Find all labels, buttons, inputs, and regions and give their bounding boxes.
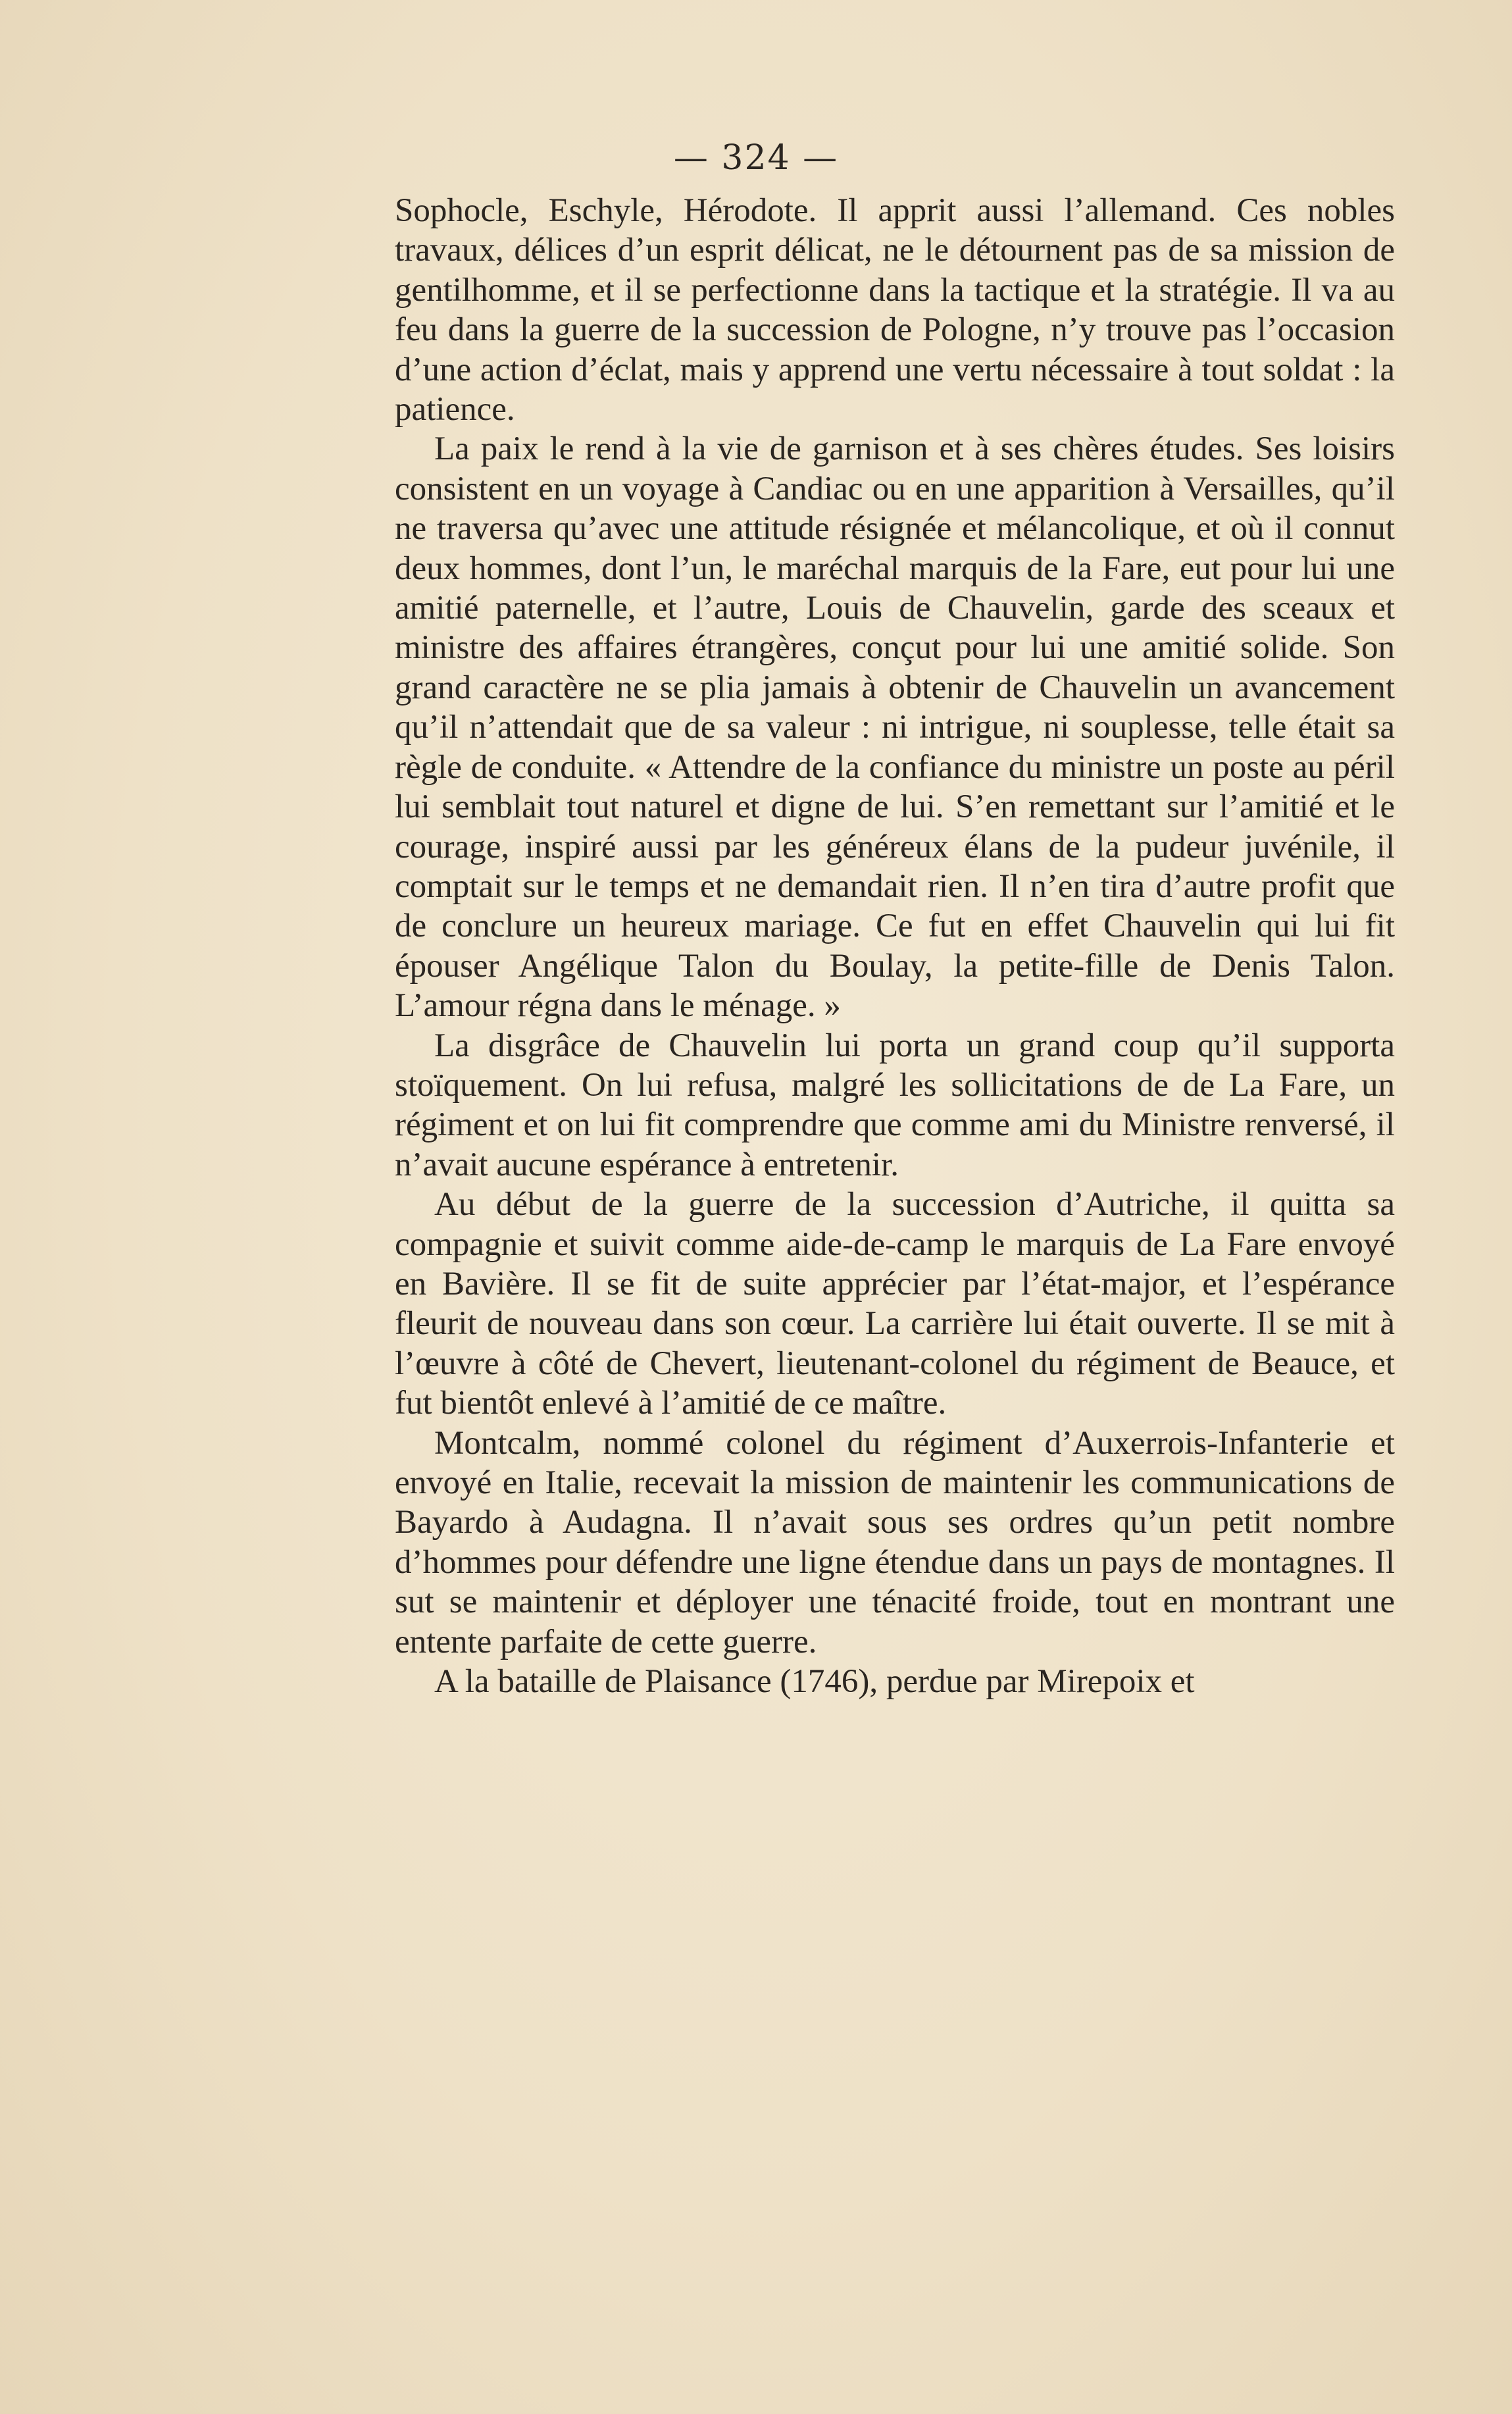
body-text xyxy=(395,191,1395,1701)
paragraph-4: Au début de la guerre de la succession d’Autriche, il quitta sa compagnie et suivit comme aide-de-camp le marquis de La Fare envoyé en Bavière. Il se fit de suite apprécier par l’état-major, et l’espérance fleurit de nouveau dans son cœur. La carrière lui était ouverte. Il se mit à l’œuvre à côté de Chevert, lieutenant-colonel du régiment de Beauce, et fut bientôt enlevé à l’amitié de ce maître. xyxy=(395,1186,1395,1422)
page-number: — 324 — xyxy=(673,138,839,178)
paragraph-1: Sophocle, Eschyle, Hérodote. Il apprit aussi l’allemand. Ces nobles travaux, délices d’un esprit délicat, ne le détournent pas de sa mission de gentilhomme, et il se perfectionne dans la tactique et la stratégie. Il va au feu dans la guerre de la succession de Pologne, n’y trouve pas l’occasion d’une action d’éclat, mais y apprend une vertu nécessaire à tout soldat : la patience. xyxy=(395,192,1395,428)
paragraph-5: Montcalm, nommé colonel du régiment d’Auxerrois-Infanterie et envoyé en Italie, recevait la mission de maintenir les communications de Bayardo à Audagna. Il n’avait sous ses ordres qu’un petit nombre d’hommes pour défendre une ligne étendue dans un pays de montagnes. Il sut se maintenir et déployer une ténacité froide, tout en montrant une entente parfaite de cette guerre. xyxy=(395,1424,1395,1660)
paragraph-3: La disgrâce de Chauvelin lui porta un grand coup qu’il supporta stoïquement. On lui refusa, malgré les sollicitations de de La Fare, un régiment et on lui fit comprendre que comme ami du Ministre renversé, il n’avait aucune espérance à entretenir. xyxy=(395,1027,1395,1183)
paragraph-6: A la bataille de Plaisance (1746), perdue par Mirepoix et xyxy=(434,1663,1195,1701)
paragraph-2: La paix le rend à la vie de garnison et à ses chères études. Ses loisirs consistent en un voyage à Candiac ou en une apparition à Versailles, qu’il ne traversa qu’avec une attitude résignée et mélancolique, et où il connut deux hommes, dont l’un, le maréchal marquis de la Fare, eut pour lui une amitié paternelle, et l’autre, Louis de Chauvelin, garde des sceaux et ministre des affaires étrangères, conçut pour lui une amitié solide. Son grand caractère ne se plia jamais à obtenir de Chauvelin un avancement qu’il n’attendait que de sa valeur : ni intrigue, ni souplesse, telle était sa règle de conduite. « Attendre de la confiance du ministre un poste au péril lui semblait tout naturel et digne de lui. S’en remettant sur l’amitié et le courage, inspiré aussi par les généreux élans de la pudeur juvénile, il comptait sur le temps et ne demandait rien. Il n’en tira d’autre profit que de conclure un heureux mariage. Ce fut en effet Chauvelin qui lui fit épouser Angélique Talon du Boulay, la petite-fille de Denis Talon. L’amour régna dans le ménage. » xyxy=(395,430,1395,1025)
